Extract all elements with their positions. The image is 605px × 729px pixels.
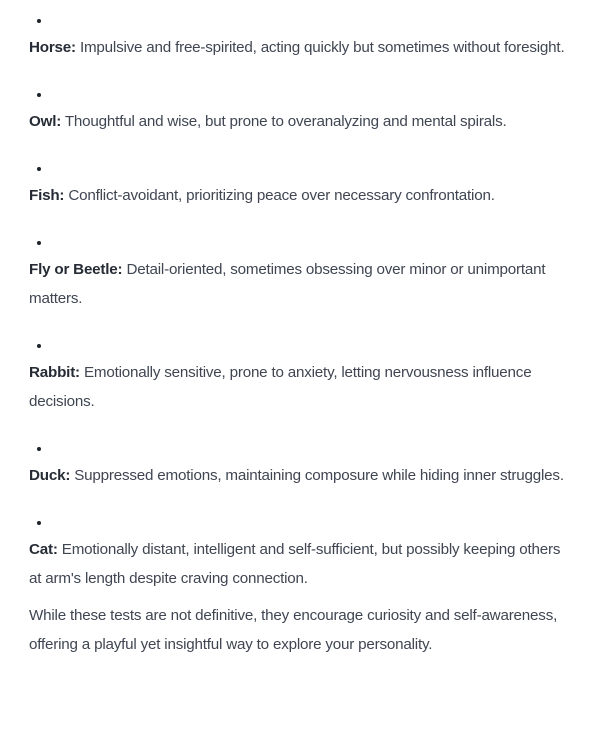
list-item-text xyxy=(29,181,575,210)
item-label: Fish: xyxy=(29,187,65,204)
item-label: Duck: xyxy=(29,467,71,484)
bullet-icon xyxy=(37,521,41,525)
item-label: Cat: xyxy=(29,541,58,558)
closing-paragraph: While these tests are not definitive, they encourage curiosity and self-awareness, offering a playful yet insightful way to explore your personality. xyxy=(29,607,558,653)
bullet-icon xyxy=(37,19,41,23)
list-item-fly-or-beetle xyxy=(29,241,575,313)
item-label: Fly or Beetle: xyxy=(29,261,123,278)
item-description: Suppressed emotions, maintaining composure while hiding inner struggles. xyxy=(74,467,564,484)
item-description: Thoughtful and wise, but prone to overanalyzing and mental spirals. xyxy=(64,113,507,130)
item-description: Emotionally sensitive, prone to anxiety, letting nervousness influence decisions. xyxy=(29,364,532,410)
list-item-text xyxy=(29,107,575,136)
list-item-owl xyxy=(29,93,575,136)
item-description: Detail-oriented, sometimes obsessing over minor or unimportant matters. xyxy=(29,261,546,307)
animal-traits-list xyxy=(29,19,575,593)
list-item-text xyxy=(29,461,575,490)
list-item-text xyxy=(29,255,575,313)
item-label: Horse: xyxy=(29,39,76,56)
list-item-rabbit xyxy=(29,344,575,416)
list-item-cat xyxy=(29,521,575,593)
item-label: Rabbit: xyxy=(29,364,80,381)
bullet-icon xyxy=(37,167,41,171)
item-label: Owl: xyxy=(29,113,62,130)
list-item-text xyxy=(29,535,575,593)
list-item-text xyxy=(29,358,575,416)
bullet-icon xyxy=(37,447,41,451)
list-item-duck xyxy=(29,447,575,490)
list-item-fish xyxy=(29,167,575,210)
list-item-horse xyxy=(29,19,575,62)
bullet-icon xyxy=(37,241,41,245)
item-description: Conflict-avoidant, prioritizing peace over necessary confrontation. xyxy=(68,187,495,204)
item-description: Impulsive and free-spirited, acting quickly but sometimes without foresight. xyxy=(79,39,565,56)
bullet-icon xyxy=(37,344,41,348)
list-item-text xyxy=(29,33,575,62)
bullet-icon xyxy=(37,93,41,97)
item-description: Emotionally distant, intelligent and self-sufficient, but possibly keeping others at arm's length despite craving connection. xyxy=(29,541,561,587)
